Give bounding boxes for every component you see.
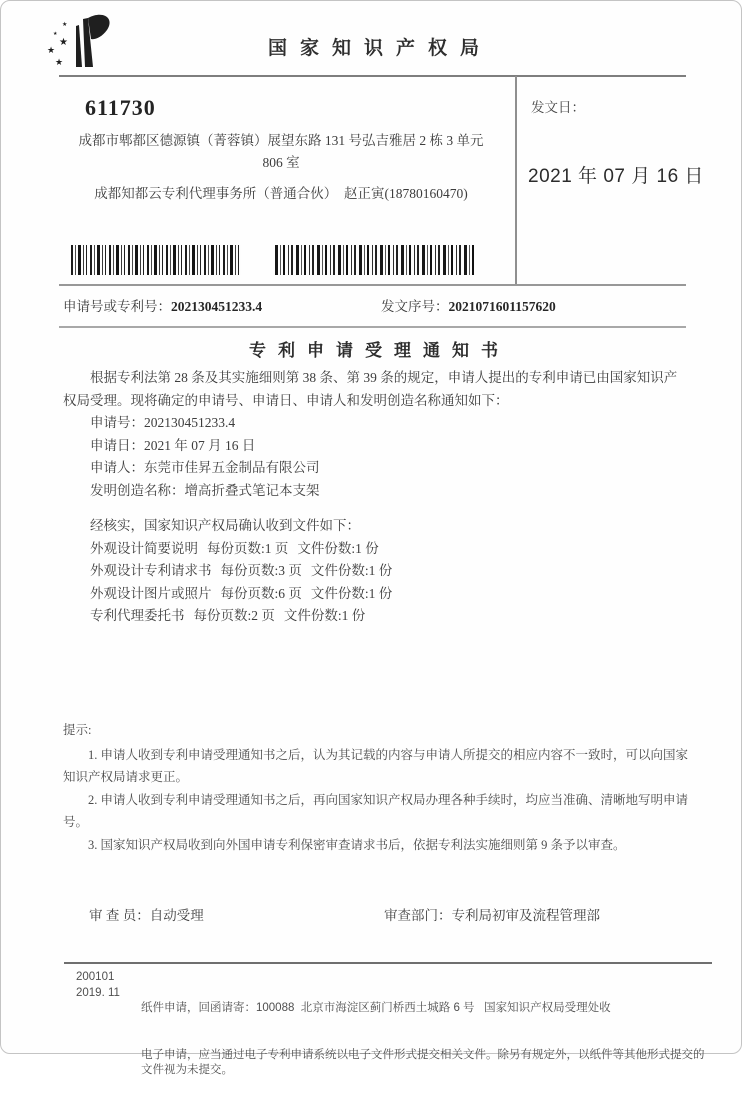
field-value: 2021 年 07 月 16 日 — [144, 437, 256, 453]
issuer-title: 国家知识产权局 — [267, 38, 492, 59]
notice-body — [63, 367, 687, 628]
svg-text:★: ★ — [62, 22, 68, 28]
issue-date-value: 2021 年 07 月 16 日 — [528, 166, 704, 187]
serial-number-group — [381, 295, 556, 315]
document-copies: 文件份数:1 份 — [297, 540, 379, 556]
document-row — [63, 538, 687, 561]
document-row — [63, 583, 687, 606]
field-applicant — [63, 457, 687, 480]
document-name: 外观设计简要说明 — [90, 540, 198, 556]
footer-codes — [76, 970, 120, 1001]
serial-number-value: 2021071601157620 — [448, 299, 556, 314]
recipient-address-line2: 806 室 — [262, 155, 300, 170]
footer-efiling-line: 电子申请，应当通过电子专利申请系统以电子文件形式提交相关文件。除另有规定外，以纸件等其他形式提交的文件视为未提交。 — [141, 1048, 705, 1076]
field-application-date — [63, 435, 687, 458]
field-invention-title — [63, 480, 687, 503]
document-pages: 每份页数:3 页 — [220, 563, 302, 578]
document-name: 外观设计专利请求书 — [90, 563, 212, 578]
examiner-label: 审 查 员： — [89, 908, 150, 923]
document-name: 外观设计图片或照片 — [90, 585, 212, 601]
footer-rule — [64, 962, 712, 964]
mid-rule — [59, 284, 686, 286]
document-pages: 每份页数:1 页 — [207, 540, 289, 556]
recipient-address-line1: 成都市郫都区德源镇（菁蓉镇）展望东路 131 号弘吉雅居 2 栋 3 单元 — [78, 133, 484, 148]
serial-number-label: 发文序号： — [381, 299, 449, 314]
barcode-right — [275, 245, 475, 275]
svg-text:★: ★ — [53, 32, 58, 37]
agency-and-agent: 成都知都云专利代理事务所（普通合伙） 赵正寅(18780160470) — [94, 186, 468, 201]
hint-item: 2. 申请人收到专利申请受理通知书之后，再向国家知识产权局办理各种手续时，均应当准确、清晰地写明申请号。 — [63, 792, 689, 829]
department-label: 审查部门： — [384, 908, 452, 923]
field-label: 申请号： — [90, 415, 144, 430]
notice-title: 专利申请受理通知书 — [249, 341, 510, 360]
footer-code-1: 200101 — [76, 971, 115, 983]
application-number-value: 202130451233.4 — [171, 299, 263, 314]
header-rule — [59, 75, 686, 77]
svg-text:★: ★ — [55, 57, 64, 67]
footer-paper-line: 纸件申请，回函请寄：100088 北京市海淀区蓟门桥西土城路 6 号 国家知识产权局受理处收 — [141, 1002, 611, 1014]
intro-paragraph: 根据专利法第 28 条及其实施细则第 38 条、第 39 条的规定，申请人提出的专利申请已由国家知识产权局受理。现将确定的申请号、申请日、申请人和发明创造名称通知如下： — [63, 370, 678, 408]
field-value: 202130451233.4 — [144, 415, 236, 430]
examiner-group — [89, 904, 204, 924]
document-pages: 每份页数:2 页 — [193, 608, 275, 623]
field-label: 申请日： — [90, 437, 144, 453]
received-intro: 经核实，国家知识产权局确认收到文件如下： — [90, 518, 360, 533]
field-value: 增高折叠式笔记本支架 — [184, 482, 320, 498]
hint-item: 1. 申请人收到专利申请受理通知书之后，认为其记载的内容与申请人所提交的相应内容不一致时，可以向国家知识产权局请求更正。 — [63, 747, 689, 784]
svg-text:★: ★ — [47, 45, 56, 55]
document-copies: 文件份数:1 份 — [283, 608, 366, 623]
signoff-row — [63, 904, 687, 926]
issue-date-label: 发文日： — [531, 100, 585, 115]
footer-text — [141, 970, 713, 1110]
document-pages: 每份页数:6 页 — [220, 585, 302, 601]
hints-section — [63, 719, 689, 856]
document-row — [63, 560, 687, 583]
document-copies: 文件份数:1 份 — [310, 585, 393, 601]
hints-label: 提示: — [63, 723, 92, 737]
examiner-value: 自动受理 — [149, 908, 204, 923]
hint-item: 3. 国家知识产权局收到向外国申请专利保密审查请求书后，依据专利法实施细则第 9 条予以审查。 — [88, 837, 626, 852]
document-copies: 文件份数:1 份 — [310, 563, 393, 578]
svg-text:★: ★ — [59, 37, 68, 48]
application-number-label: 申请号或专利号： — [63, 299, 171, 314]
document-row — [63, 605, 687, 628]
postal-code: 611730 — [85, 95, 156, 120]
department-value: 专利局初审及流程管理部 — [451, 908, 600, 923]
application-number-group — [63, 295, 262, 315]
field-label: 发明创造名称： — [90, 482, 185, 498]
field-label: 申请人： — [90, 460, 144, 475]
numbers-row — [63, 295, 686, 317]
date-box-divider — [515, 76, 517, 284]
document-name: 专利代理委托书 — [90, 608, 185, 623]
barcode-left — [71, 245, 241, 275]
field-application-number — [63, 412, 687, 435]
recipient-block — [63, 95, 499, 202]
footer-code-2: 2019. 11 — [76, 986, 120, 999]
numbers-rule — [59, 326, 686, 328]
department-group — [384, 904, 600, 924]
field-value: 东莞市佳昇五金制品有限公司 — [144, 460, 320, 475]
